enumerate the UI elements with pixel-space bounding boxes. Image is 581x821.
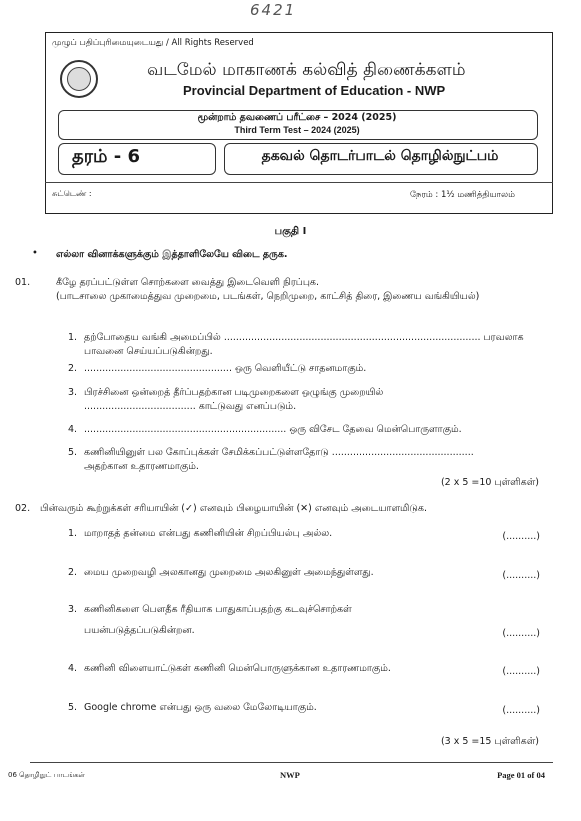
q1-item-2-number: 2.	[68, 363, 78, 374]
q2-item-4-number: 4.	[68, 663, 78, 674]
q2-item-5-number: 5.	[68, 702, 78, 713]
header-divider	[45, 182, 553, 183]
footer-right: Page 01 of 04	[497, 770, 545, 780]
q2-item-3-line2: பயன்படுத்தப்படுகின்றன.	[84, 625, 195, 636]
time-label: நேரம் : 1½ மணித்தியாலம்	[410, 190, 515, 200]
q1-number: 01.	[15, 277, 31, 288]
dept-tamil: வடமேல் மாகாணக் கல்வித் திணைக்களம்	[147, 60, 466, 80]
subject-text: தகவல் தொடர்பாடல் தொழில்நுட்பம்	[261, 148, 499, 164]
q1-item-3-line1: பிரச்சினை ஒன்றைத் தீர்ப்பதற்கான படிமுறைகளை ஒழுங்கு முறையில்	[84, 387, 384, 398]
q2-item-3-line1: கணினிகளை பௌதீக ரீதியாக பாதுகாப்பதற்கு கடவுச்சொற்கள்	[84, 604, 352, 615]
instruction-text: எல்லா வினாக்களுக்கும் இத்தாளிலேயே விடை தருக.	[56, 249, 288, 260]
q2-item-1-line1: மாறாதத் தன்மை என்பது கணினியின் சிறப்பியல்பு அல்ல.	[84, 528, 333, 539]
footer-left: 06 தொழிநுட் பாடங்கள்	[8, 771, 85, 779]
q2-item-1-number: 1.	[68, 528, 78, 539]
q2-item-5-line1: Google chrome என்பது ஒரு வலை மேலோடியாகும்.	[84, 702, 317, 713]
q2-item-4-answer[interactable]: (..........)	[502, 666, 540, 677]
q2-item-3-number: 3.	[68, 604, 78, 615]
q1-words: (பாடசாலை முகாமைத்துவ முறைமை, படங்கள், நெறிமுறை, காட்சித் திரை, இணைய வங்கியியல்)	[56, 291, 480, 302]
footer-divider	[30, 762, 553, 763]
q2-item-2-line1: மைய முறைவழி அலகானது முறைமை அலகினுள் அமைந்துள்ளது.	[84, 567, 374, 578]
q2-item-3-answer[interactable]: (..........)	[502, 628, 540, 639]
grade-text: தரம் - 6	[72, 146, 141, 167]
q1-item-5-line2: அதற்கான உதாரணமாகும்.	[84, 461, 199, 472]
footer-center: NWP	[280, 770, 300, 780]
bullet-icon: •	[32, 248, 38, 259]
q1-item-1-number: 1.	[68, 332, 78, 343]
q2-item-2-answer[interactable]: (..........)	[502, 570, 540, 581]
q2-marks: (3 x 5 =15 புள்ளிகள்)	[440, 736, 539, 747]
q2-item-4-line1: கணினி விளையாட்டுகள் கணினி மென்பொருளுக்கான உதாரணமாகும்.	[84, 663, 391, 674]
q1-item-4-number: 4.	[68, 424, 78, 435]
q2-intro: பின்வரும் கூற்றுக்கள் சரியாயின் (✓) எனவும் பிழையாயின் (✕) எனவும் அடையாளமிடுக.	[40, 503, 427, 514]
q1-item-1-line1: தற்போதைய வங்கி அமைப்பில் ..................................................................................... பரவலாக	[84, 332, 524, 343]
q1-item-5-line1: கணினியினுள் பல கோப்புக்கள் சேமிக்கப்பட்டுள்ளதோடு ...............................................	[84, 447, 474, 458]
q1-item-4-line1: ................................................................... ஒரு விசேட தேவை மென்பொருளாகும்.	[84, 424, 462, 435]
rights-text: முழுப் பதிப்புரிமையுடையது / All Rights Reserved	[52, 38, 254, 48]
q1-item-1-line2: பாவனை செய்யப்படுகின்றது.	[84, 346, 213, 357]
q2-item-2-number: 2.	[68, 567, 78, 578]
q1-item-3-line2: ..................................... காட்டுவது எனப்படும்.	[84, 401, 297, 412]
q2-number: 02.	[15, 503, 31, 514]
q1-intro: கீழே தரப்பட்டுள்ள சொற்களை வைத்து இடைவெளி நிரப்புக.	[56, 277, 320, 288]
exam-tamil: மூன்றாம் தவணைப் பரீட்சை – 2024 (2025)	[197, 112, 397, 123]
emblem-icon	[60, 60, 98, 98]
index-label: சுட்டெண் :	[52, 189, 92, 198]
handwritten-number: 6421	[250, 1, 297, 19]
q2-item-5-answer[interactable]: (..........)	[502, 705, 540, 716]
q1-item-3-number: 3.	[68, 387, 78, 398]
q1-item-5-number: 5.	[68, 447, 78, 458]
exam-english: Third Term Test – 2024 (2025)	[234, 125, 360, 135]
q1-item-2-line1: ................................................. ஒரு வெளியீட்டு சாதனமாகும்.	[84, 363, 367, 374]
part-title: பகுதி I	[274, 226, 307, 237]
q2-item-1-answer[interactable]: (..........)	[502, 531, 540, 542]
q1-marks: (2 x 5 =10 புள்ளிகள்)	[440, 477, 539, 488]
dept-english: Provincial Department of Education - NWP	[183, 83, 446, 98]
